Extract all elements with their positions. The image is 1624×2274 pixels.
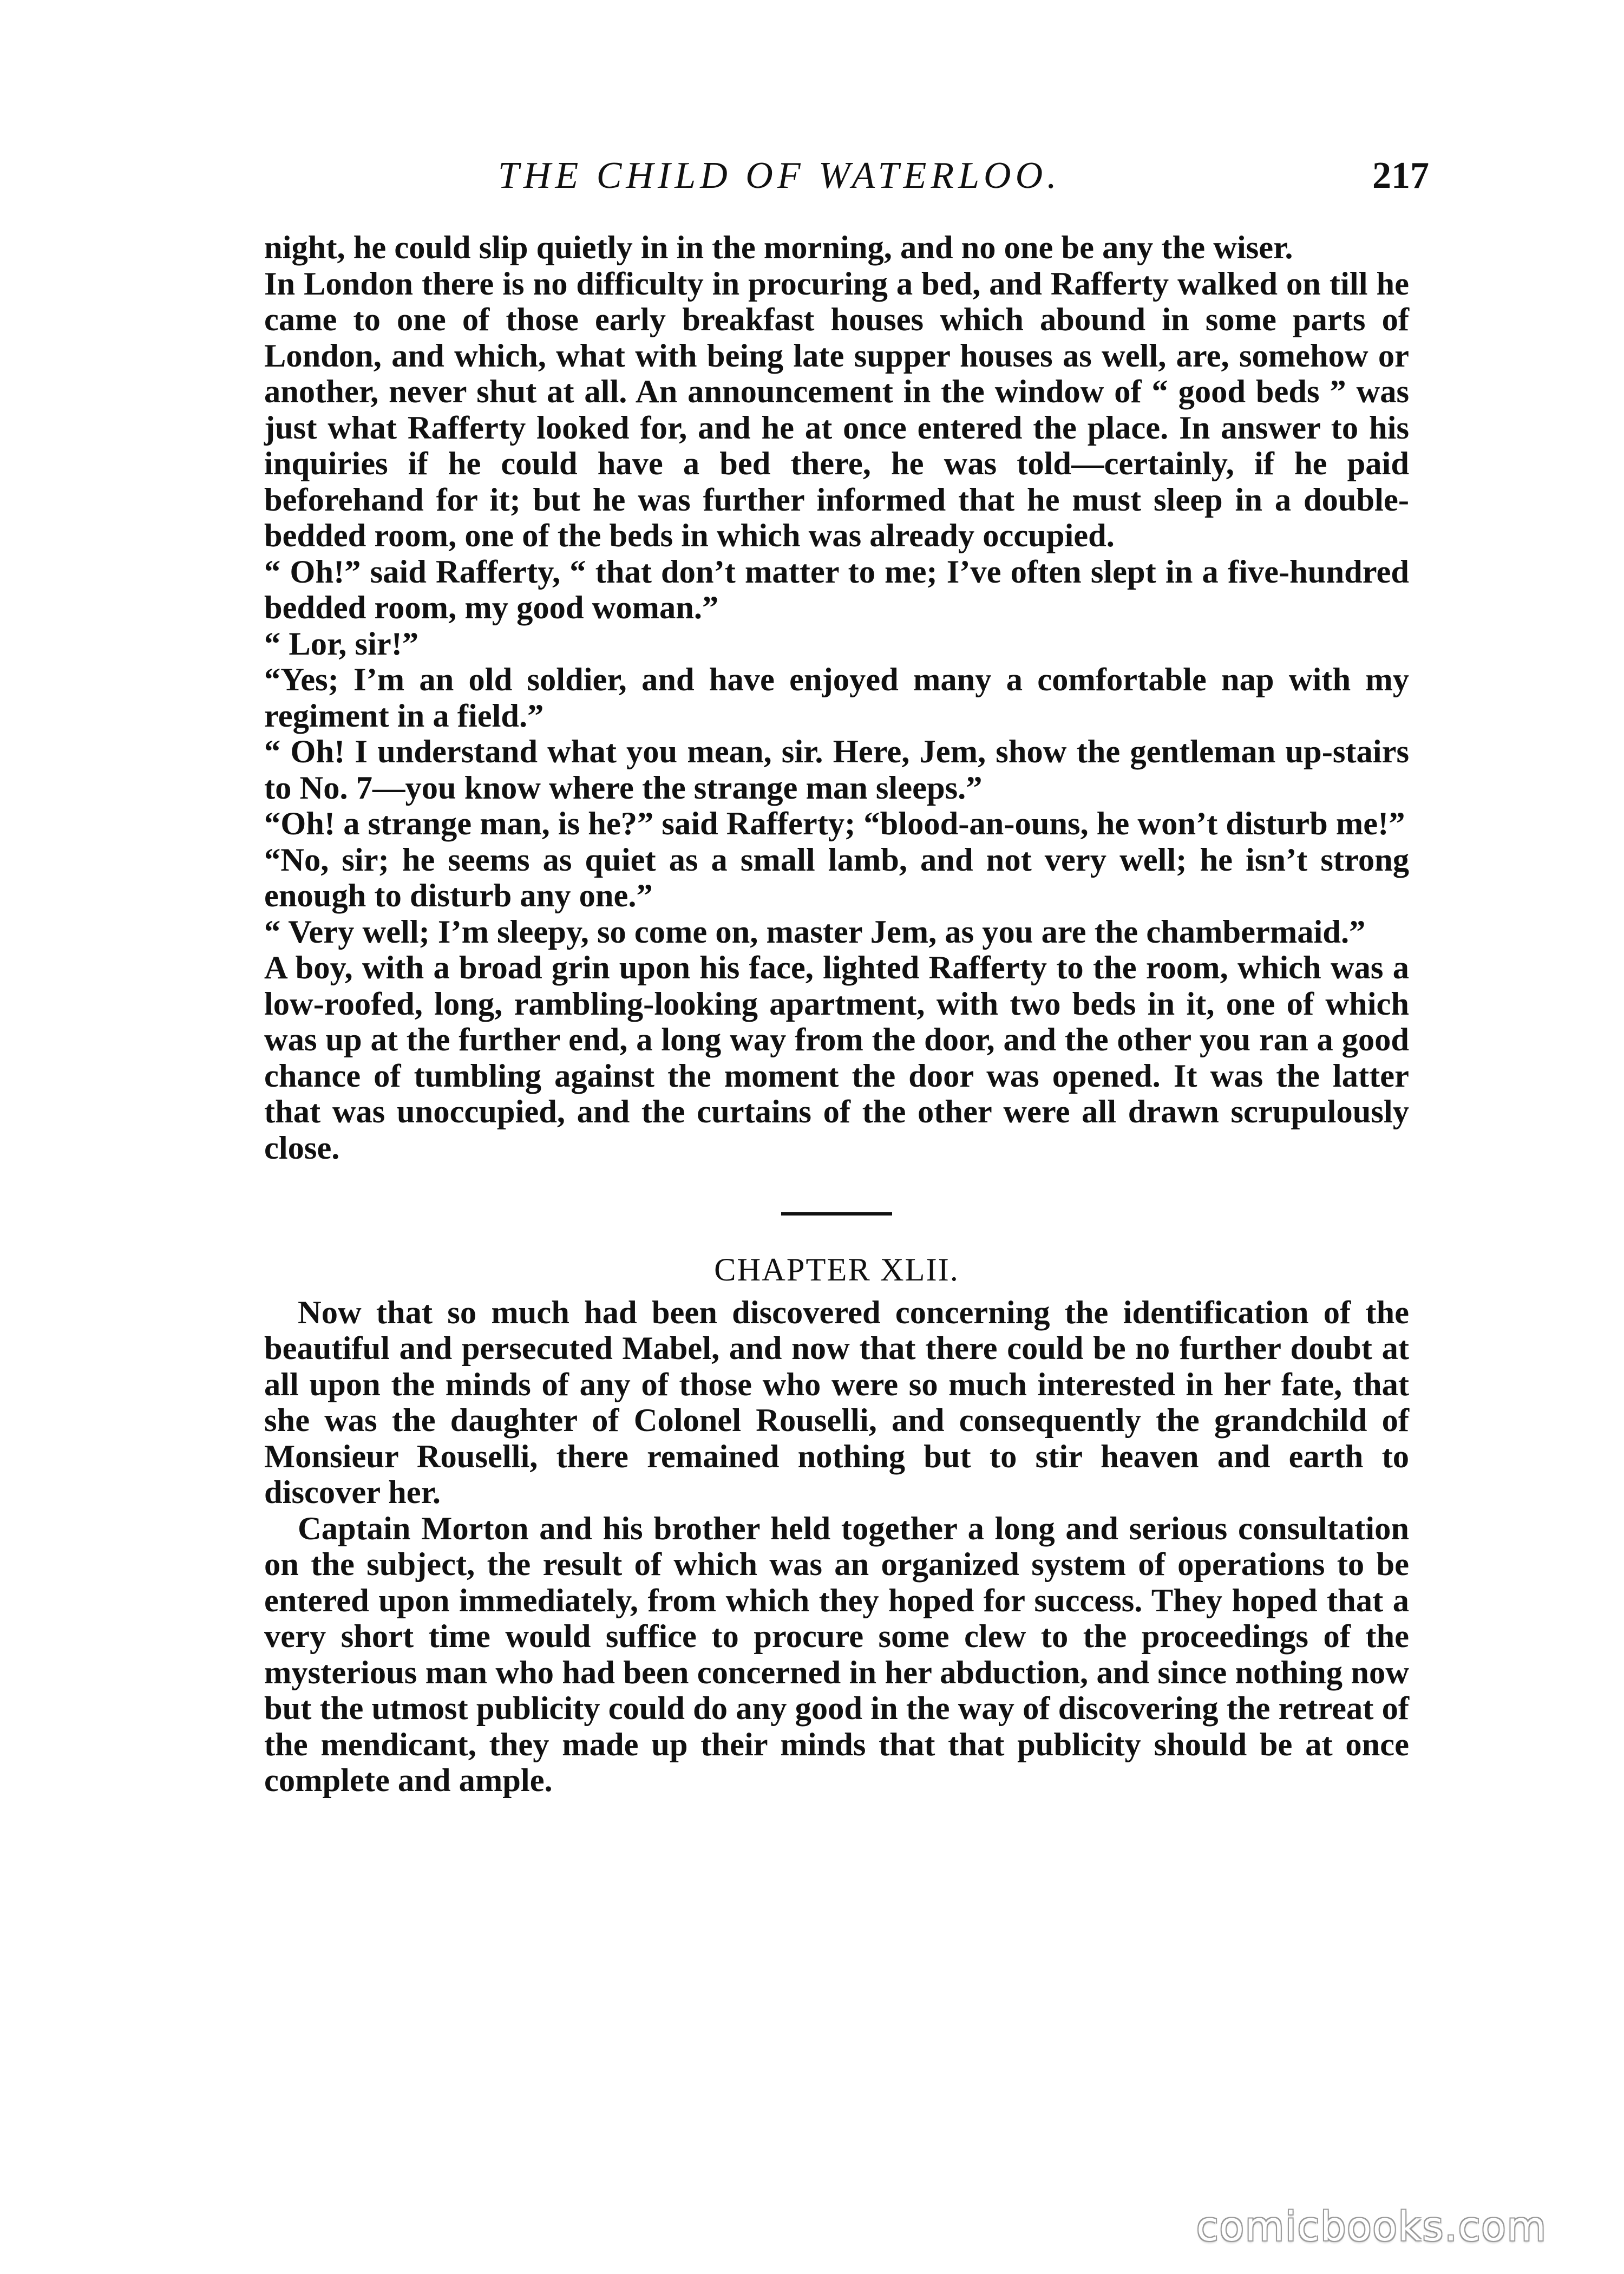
chapter-paragraph: Now that so much had been discovered concerning the identification of the beautiful and persecuted Mabel, and now that there could be no further doubt at all upon the minds of any of those who were so much interested in her fate, that she was the daughter of Colonel Rouselli, and consequently the grandchild of Monsieur Rouselli, there remained nothing but to stir heaven and earth to discover her. <box>264 1294 1409 1511</box>
page-number: 217 <box>1372 155 1429 197</box>
section-divider <box>781 1212 892 1216</box>
chapter-title: CHAPTER XLII. <box>714 1252 959 1288</box>
paragraph: “ Lor, sir!” <box>264 625 419 662</box>
paragraph: A boy, with a broad grin upon his face, lighted Rafferty to the room, which was a low-roofed, long, rambling-looking apartment, with two beds in it, one of which was up at the further end, a long way from the door, and the other you ran a good chance of tumbling against the moment the door was opened. It was the latter that was unoccupied, and the curtains of the other were all drawn scrupulously close. <box>264 950 1409 1166</box>
running-title: THE CHILD OF WATERLOO. <box>498 155 1061 197</box>
paragraph: “ Very well; I’m sleepy, so come on, master Jem, as you are the chambermaid.” <box>264 913 1366 950</box>
paragraph: “ Oh!” said Rafferty, “ that don’t matter to me; I’ve often slept in a five-hundred bedded room, my good woman.” <box>264 553 1409 626</box>
paragraph: night, he could slip quietly in in the morning, and no one be any the wiser. <box>264 230 1293 266</box>
paragraph: “Yes; I’m an old soldier, and have enjoyed many a comfortable nap with my regiment in a field.” <box>264 662 1409 734</box>
chapter-paragraph: Captain Morton and his brother held together a long and serious consultation on the subject, the result of which was an organized system of operations to be entered upon immediately, from which they hoped for success. They hoped that a very short time would suffice to procure some clew to the proceedings of the mysterious man who had been concerned in her abduction, and since nothing now but the utmost publicity could do any good in the way of discovering the retreat of the mendicant, they made up their minds that that publicity should be at once complete and ample. <box>264 1510 1409 1799</box>
paragraph: In London there is no difficulty in procuring a bed, and Rafferty walked on till he came to one of those early breakfast houses which abound in some parts of London, and which, what with being late supper houses as well, are, somehow or another, never shut at all. An announcement in the window of “ good beds ” was just what Rafferty looked for, and he at once entered the place. In answer to his inquiries if he could have a bed there, he was told—certainly, if he paid beforehand for it; but he was further informed that he must sleep in a double-bedded room, one of the beds in which was already occupied. <box>264 265 1409 554</box>
paragraph: “Oh! a strange man, is he?” said Rafferty; “blood-an-ouns, he won’t disturb me!” <box>264 806 1405 842</box>
paragraph: “No, sir; he seems as quiet as a small lamb, and not very well; he isn’t strong enough to disturb any one.” <box>264 841 1409 914</box>
body-text <box>264 230 1409 1799</box>
running-head <box>498 154 1429 203</box>
paragraph: “ Oh! I understand what you mean, sir. Here, Jem, show the gentleman up-stairs to No. 7—you know where the strange man sleeps.” <box>264 734 1409 806</box>
chapter-text <box>264 1295 1409 1799</box>
watermark: comicbooks.com <box>1196 2204 1547 2250</box>
